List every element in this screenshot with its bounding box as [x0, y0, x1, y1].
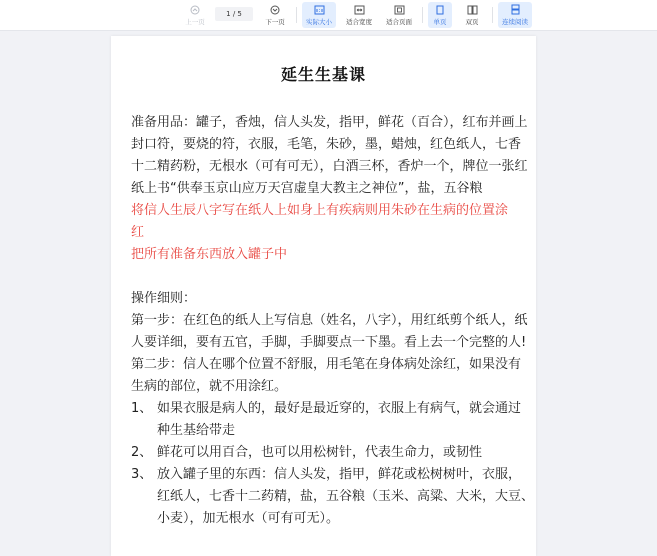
list-item-continuation: 种生基给带走	[157, 423, 236, 438]
fit-page-icon	[393, 4, 405, 15]
toolbar-divider	[422, 7, 423, 23]
step-line: 第一步：在红色的纸人上写信息（姓名，八字），用红纸剪个纸人，纸	[131, 313, 528, 328]
step-line: 人要详细，要有五官，手脚，手脚要点一下墨。看上去一个完整的人!	[131, 335, 527, 350]
list-item	[131, 398, 526, 420]
document-title: 延生生基课	[280, 65, 366, 84]
arrow-down-icon	[269, 4, 281, 15]
step-line: 第二步：信人在哪个位置不舒服，用毛笔在身体病处涂红，如果没有	[131, 357, 522, 372]
list-item-text: 如果衣服是病人的，最好是最近穿的，衣服上有病气，就会通过	[157, 401, 522, 416]
steps-header: 操作细则：	[131, 291, 197, 306]
red-instruction-line: 将信人生辰八字写在纸人上如身上有疾病则用朱砂在生病的位置涂	[131, 203, 509, 218]
next-page-label: 下一页	[265, 18, 285, 26]
paragraph-gap	[131, 266, 526, 288]
double-page-icon	[466, 4, 478, 15]
document-page	[111, 36, 536, 556]
list-item-text: 放入罐子里的东西：信人头发，指甲，鲜花或松树树叶，衣服，	[157, 467, 522, 482]
next-page-button[interactable]	[260, 2, 290, 28]
body-line: 封口符，要烧的符，衣服，毛笔，朱砂，墨，蜡烛，红色纸人，七香	[131, 137, 522, 152]
single-page-button[interactable]	[428, 2, 452, 28]
body-line: 纸上书“供奉玉京山应万天宫虚皇大教主之神位”，盐，五谷粮	[131, 181, 483, 196]
red-instruction-line: 把所有准备东西放入罐子中	[131, 247, 288, 262]
red-instruction-line: 红	[131, 225, 145, 240]
continuous-reading-button[interactable]	[498, 2, 532, 28]
list-item	[131, 442, 526, 464]
list-number: 2、	[131, 445, 153, 460]
page-counter[interactable]	[215, 7, 253, 21]
actual-size-icon	[313, 4, 325, 15]
fit-width-label: 适合宽度	[346, 18, 372, 26]
actual-size-button[interactable]	[302, 2, 336, 28]
list-number: 1、	[131, 401, 153, 416]
fit-width-icon	[353, 4, 365, 15]
double-page-label: 双页	[465, 18, 479, 26]
list-item-continuation: 小麦），加无根水（可有可无）。	[157, 511, 340, 526]
fit-width-button[interactable]	[342, 2, 376, 28]
single-page-label: 单页	[433, 18, 447, 26]
fit-page-button[interactable]	[382, 2, 416, 28]
list-item	[131, 464, 526, 486]
step-line: 生病的部位，就不用涂红。	[131, 379, 288, 394]
page-counter-text: 1 / 5	[226, 10, 242, 18]
list-item-continuation: 红纸人，七香十二药精，盐，五谷粮（玉米、高粱、大米，大豆、	[157, 489, 535, 504]
list-number: 3、	[131, 467, 153, 482]
actual-size-label: 实际大小	[306, 18, 332, 26]
double-page-button[interactable]	[460, 2, 484, 28]
viewer-toolbar	[0, 0, 657, 31]
continuous-scroll-icon	[509, 4, 521, 15]
prev-page-button[interactable]	[180, 2, 210, 28]
toolbar-divider	[492, 7, 493, 23]
arrow-up-icon	[189, 4, 201, 15]
list-item-text: 鲜花可以用百合，也可以用松树针，代表生命力，或韧性	[157, 445, 483, 460]
single-page-icon	[434, 4, 446, 15]
fit-page-label: 适合页面	[386, 18, 412, 26]
body-line: 十二精药粉，无根水（可有可无），白酒三杯，香炉一个，牌位一张红	[131, 159, 528, 174]
body-line: 准备用品：罐子，香烛，信人头发，指甲，鲜花（百合），红布并画上	[131, 115, 528, 130]
toolbar-divider	[296, 7, 297, 23]
document-body	[131, 112, 535, 530]
prev-page-label: 上一页	[185, 18, 205, 26]
continuous-reading-label: 连续阅读	[502, 18, 528, 26]
